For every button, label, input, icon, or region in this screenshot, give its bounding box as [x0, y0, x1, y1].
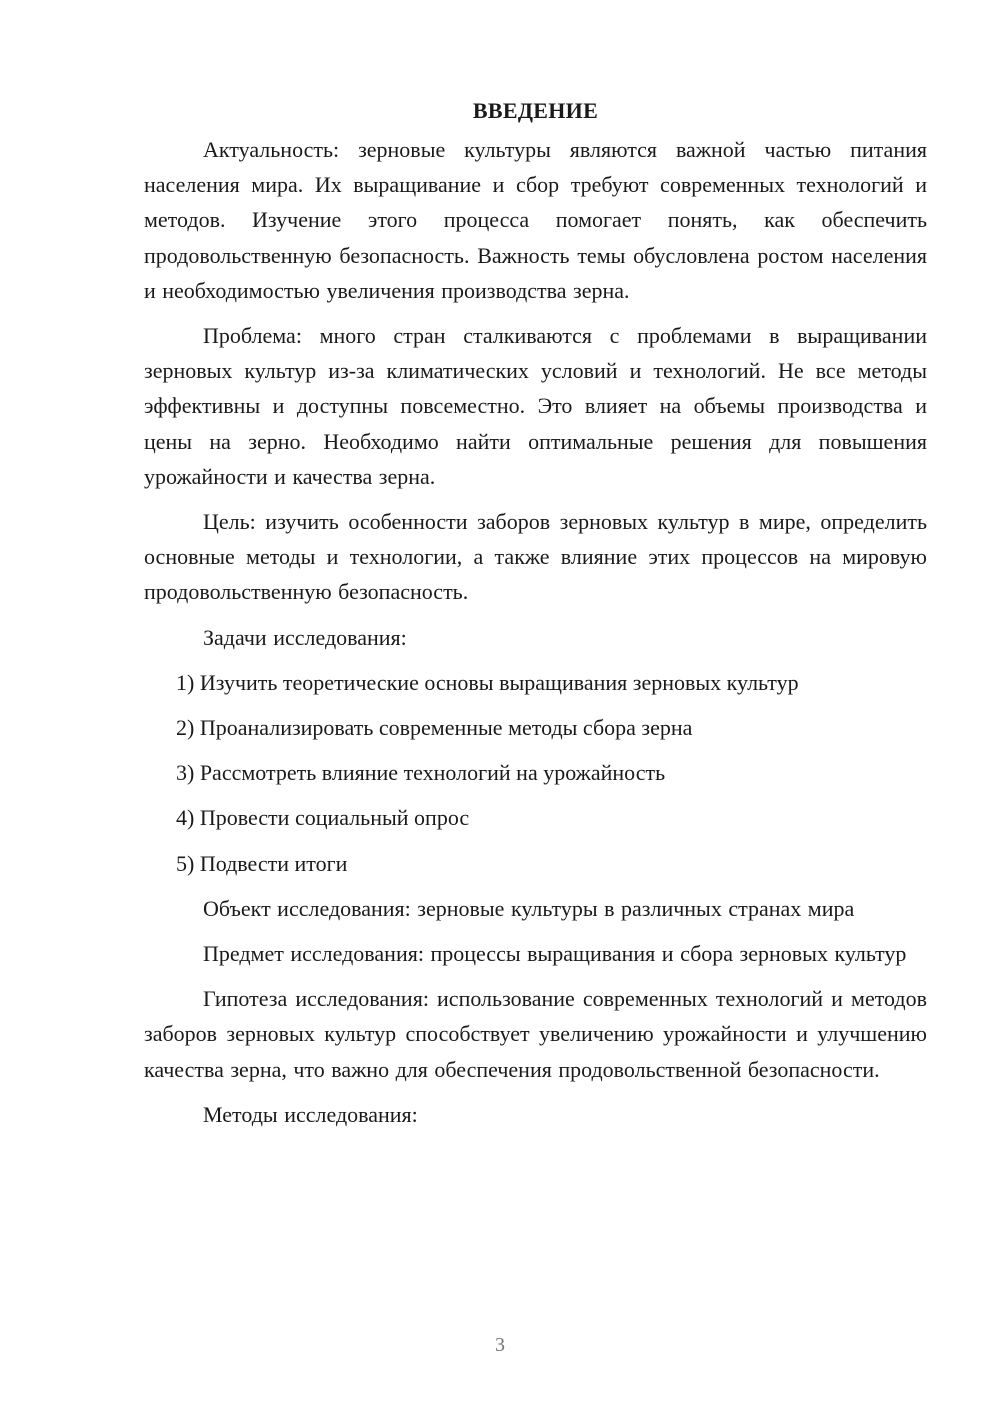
paragraph-goal: Цель: изучить особенности заборов зерновых культур в мире, определить основные методы и технологии, а также влияние этих процессов на мировую продовольственную безопасность.	[144, 509, 927, 605]
task-item-3: 3) Рассмотреть влияние технологий на урожайность	[176, 760, 666, 786]
tasks-list	[144, 665, 927, 881]
task-item-5: 5) Подвести итоги	[176, 850, 348, 876]
page-title: ВВЕДЕНИЕ	[472, 98, 599, 123]
paragraph-subject: Предмет исследования: процессы выращивания и сбора зерновых культур	[203, 941, 907, 967]
task-item-2: 2) Проанализировать современные методы сбора зерна	[176, 715, 693, 741]
paragraph-relevance: Актуальность: зерновые культуры являются важной частью питания населения мира. Их выращивание и сбор требуют современных технологий и методов. Изучение этого процесса помогает понять, как обеспечить продовольственную безопасность. Важность темы обусловлена ростом населения и необходимостью увеличения производства зерна.	[144, 137, 927, 303]
methods-heading: Методы исследования:	[203, 1101, 418, 1127]
paragraph-hypothesis: Гипотеза исследования: использование современных технологий и методов заборов зерновых культур способствует увеличению урожайности и улучшению качества зерна, что важно для обеспечения продовольственной безопасности.	[144, 986, 927, 1082]
paragraph-object: Объект исследования: зерновые культуры в различных странах мира	[203, 895, 855, 921]
task-item-1: 1) Изучить теоретические основы выращивания зерновых культур	[176, 669, 799, 695]
page-content	[144, 94, 927, 1142]
tasks-heading: Задачи исследования:	[203, 624, 407, 650]
page-number: 3	[495, 1334, 505, 1356]
task-item-4: 4) Провести социальный опрос	[176, 805, 470, 831]
paragraph-problem: Проблема: много стран сталкиваются с проблемами в выращивании зерновых культур из-за климатических условий и технологий. Не все методы эффективны и доступны повсеместно. Это влияет на объемы производства и цены на зерно. Необходимо найти оптимальные решения для повышения урожайности и качества зерна.	[144, 323, 927, 489]
